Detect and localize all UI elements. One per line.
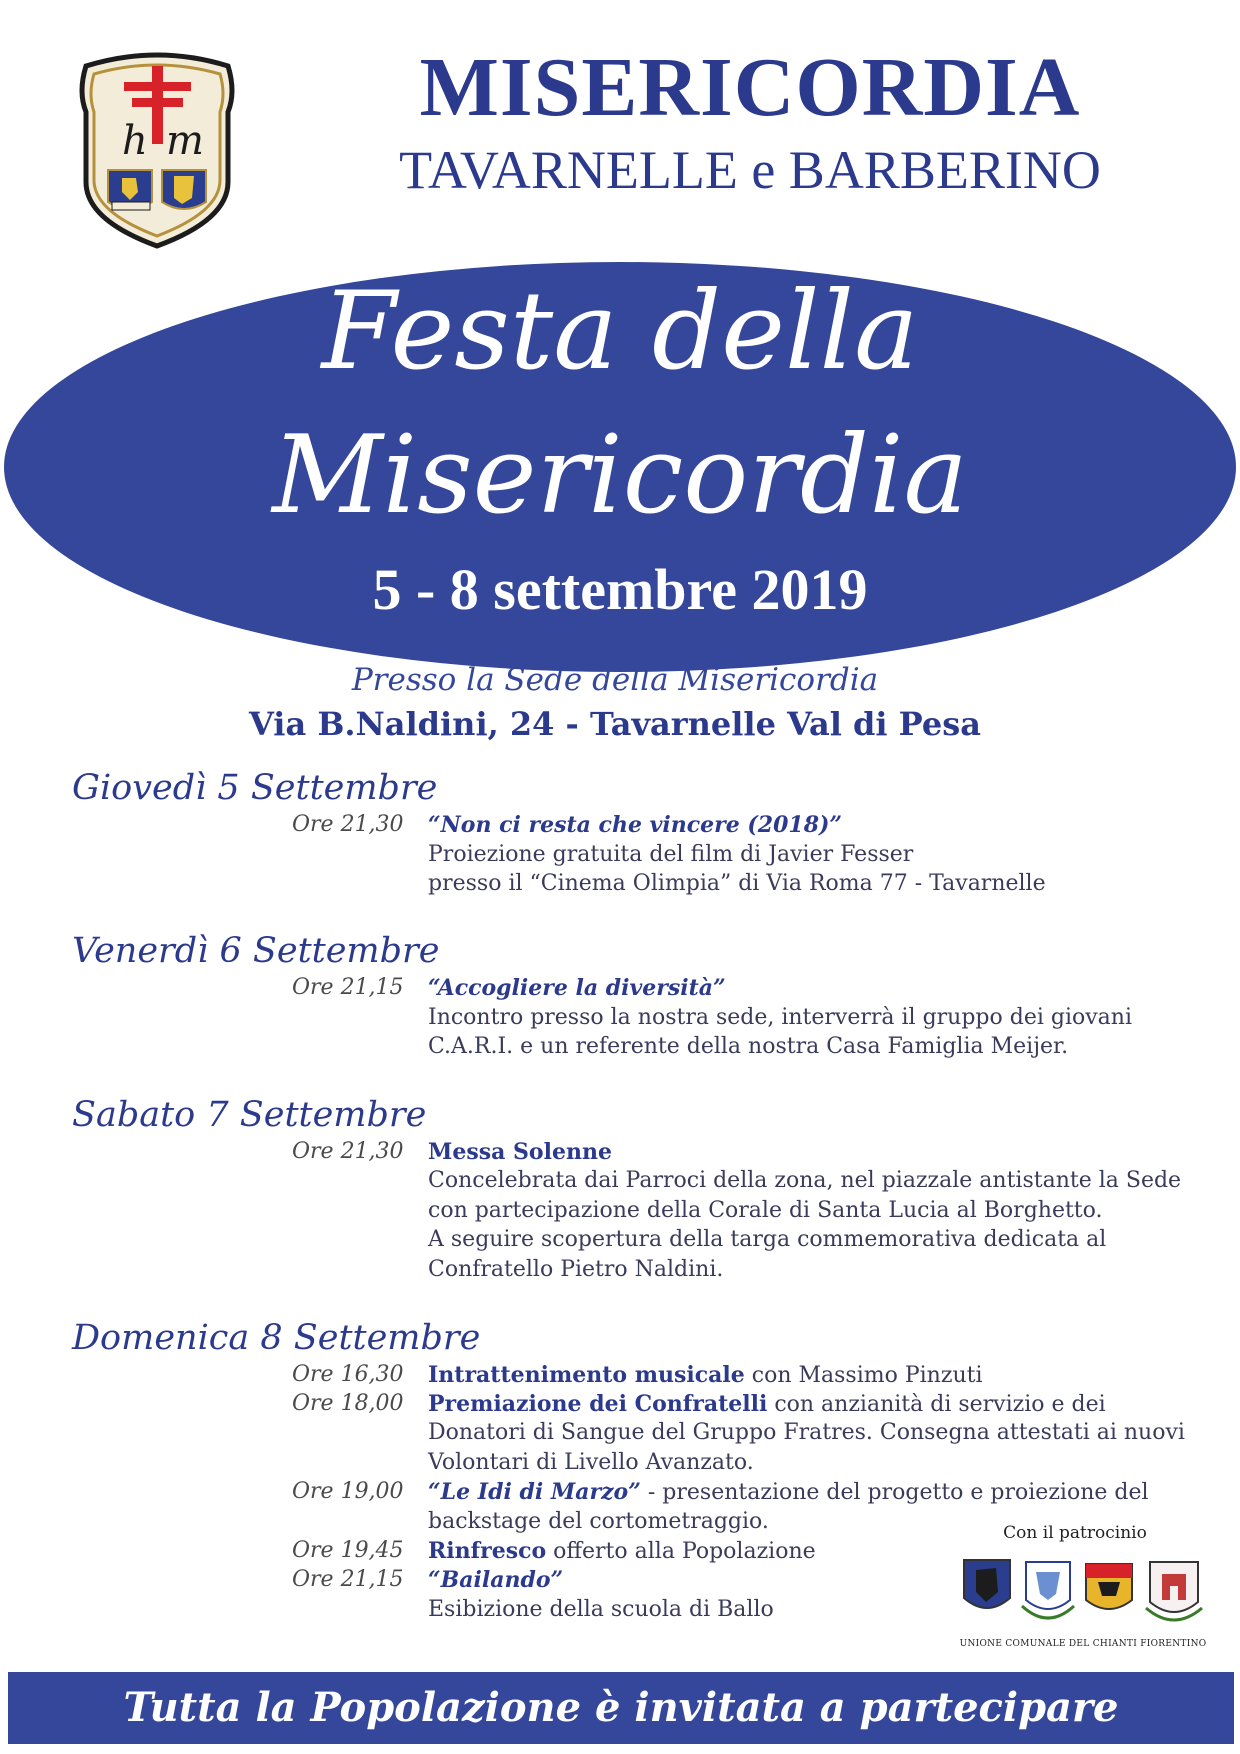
event-text: con Massimo Pinzuti (744, 1363, 983, 1388)
crest-horse-icon (1086, 1564, 1132, 1609)
event-line: Concelebrata dai Parroci della zona, nel piazzale antistante la Sede (428, 1168, 1182, 1193)
event-text: offerto alla Popolazione (546, 1539, 816, 1564)
event-line: A seguire scopertura della targa commemorativa dedicata al (428, 1227, 1107, 1252)
event-line (428, 1536, 816, 1567)
event-time: Ore 19,45 (292, 1538, 404, 1563)
event-title: “Accogliere la diversità” (428, 975, 726, 1001)
venue-address: Via B.Naldini, 24 - Tavarnelle Val di Pesa (249, 705, 981, 743)
day-heading: Giovedì 5 Settembre (72, 768, 438, 808)
event-title: Premiazione dei Confratelli (428, 1391, 768, 1417)
event-title: Rinfresco (428, 1538, 547, 1564)
day-heading: Venerdì 6 Settembre (72, 931, 440, 971)
day-heading: Domenica 8 Settembre (72, 1318, 481, 1358)
event-text: con anzianità di servizio e dei (767, 1392, 1106, 1417)
event-line: C.A.R.I. e un referente della nostra Casa Famiglia Meijer. (428, 1034, 1069, 1059)
event-line: Confratello Pietro Naldini. (428, 1257, 724, 1282)
event-time: Ore 21,15 (292, 1567, 404, 1592)
event-time: Ore 21,30 (292, 1139, 404, 1164)
event-title: “Le Idi di Marzo” (428, 1479, 641, 1505)
event-line: Incontro presso la nostra sede, interverrà il gruppo dei giovani (428, 1005, 1132, 1030)
org-name: MISERICORDIA (419, 41, 1081, 134)
event-title: “Non ci resta che vincere (2018)” (428, 812, 843, 838)
municipal-crests (960, 1552, 1205, 1632)
event-line (428, 1389, 1106, 1420)
patronage-label: Con il patrocinio (1003, 1523, 1147, 1543)
event-title-line2: Misericordia (272, 413, 968, 538)
event-line: Proiezione gratuita del film di Javier Fesser (428, 842, 914, 867)
event-line (428, 1360, 983, 1391)
event-title: Intrattenimento musicale (428, 1362, 745, 1388)
shield-right-icon (162, 170, 206, 209)
event-line: Volontari di Livello Avanzato. (428, 1450, 754, 1475)
crest-eagle-icon (1022, 1562, 1074, 1618)
event-dates: 5 - 8 settembre 2019 (372, 557, 868, 622)
event-line: con partecipazione della Corale di Santa Lucia al Borghetto. (428, 1198, 1103, 1223)
crest-tower-icon (1146, 1562, 1202, 1620)
event-title: “Bailando” (428, 1567, 564, 1593)
event-line: backstage del cortometraggio. (428, 1509, 769, 1534)
misericordia-crest-logo (78, 52, 236, 250)
svg-text:h: h (122, 118, 148, 164)
event-time: Ore 21,15 (292, 975, 404, 1000)
event-line: Esibizione della scuola di Ballo (428, 1597, 774, 1622)
event-time: Ore 18,00 (292, 1391, 404, 1416)
event-time: Ore 21,30 (292, 812, 404, 837)
footer-invitation: Tutta la Popolazione è invitata a partecipare (123, 1684, 1119, 1731)
svg-text:m: m (166, 118, 204, 164)
event-text: - presentazione del progetto e proiezione del (640, 1480, 1149, 1505)
event-line (428, 1477, 1149, 1508)
venue-intro: Presso la Sede della Misericordia (351, 662, 879, 698)
event-title-line1: Festa della (321, 269, 919, 394)
event-line: presso il “Cinema Olimpia” di Via Roma 77 - Tavarnelle (428, 871, 1046, 896)
event-line: Donatori di Sangue del Gruppo Fratres. Consegna attestati ai nuovi (428, 1420, 1185, 1445)
crest-lion-icon (964, 1560, 1010, 1608)
event-title: Messa Solenne (428, 1139, 612, 1165)
union-label: UNIONE COMUNALE DEL CHIANTI FIORENTINO (959, 1639, 1207, 1649)
event-time: Ore 19,00 (292, 1479, 404, 1504)
day-heading: Sabato 7 Settembre (72, 1095, 427, 1135)
event-time: Ore 16,30 (292, 1362, 404, 1387)
org-subtitle: TAVARNELLE e BARBERINO (399, 140, 1101, 200)
